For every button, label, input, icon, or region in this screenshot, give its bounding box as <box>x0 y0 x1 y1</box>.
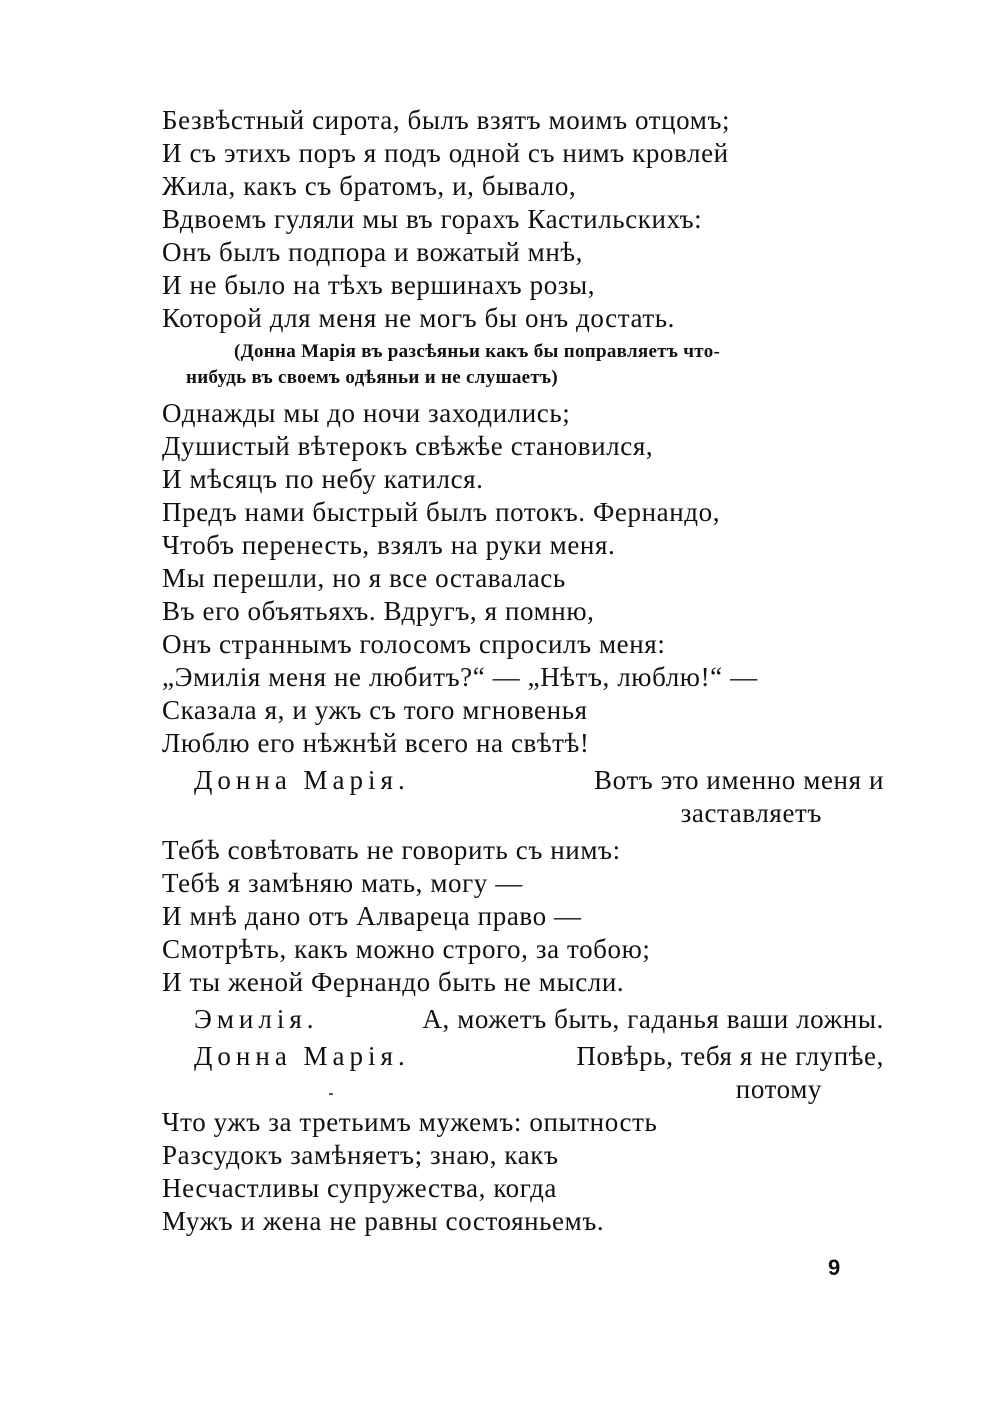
speaker-name: Эмилія. <box>194 1004 319 1034</box>
speech-continuation: заставляетъ <box>680 798 822 828</box>
speaker-name: Донна Марія. <box>194 1041 410 1071</box>
verse-line: Жила, какъ съ братомъ, и, бывало, <box>162 171 577 201</box>
verse-line: И мнѣ дано отъ Алвареца право — <box>162 901 582 931</box>
verse-line: И мѣсяцъ по небу катился. <box>162 464 484 494</box>
verse-line: Чтобъ перенесть, взялъ на руки меня. <box>162 530 616 560</box>
verse-block-4 <box>162 1106 892 1238</box>
verse-line: Разсудокъ замѣняетъ; знаю, какъ <box>162 1140 559 1170</box>
verse-block-1 <box>162 104 892 335</box>
speech-text: Вотъ это именно меня и <box>594 765 884 795</box>
verse-line: Смотрѣть, какъ можно строго, за тобою; <box>162 934 651 964</box>
stage-direction <box>162 339 892 391</box>
verse-line: Онъ страннымъ голосомъ спросилъ меня: <box>162 629 666 659</box>
speech-donna-maria-1 <box>162 764 892 830</box>
verse-line: Сказала я, и ужъ съ того мгновенья <box>162 695 588 725</box>
play-text <box>162 104 892 1238</box>
speech-donna-maria-2 <box>162 1040 892 1106</box>
verse-line: Тебѣ я замѣняю мать, могу — <box>162 868 523 898</box>
verse-block-2 <box>162 397 892 760</box>
verse-line: Несчастливы супружества, когда <box>162 1173 558 1203</box>
verse-line: Вдвоемъ гуляли мы въ горахъ Кастильскихъ: <box>162 204 703 234</box>
verse-line: Которой для меня не могъ бы онъ достать. <box>162 303 676 333</box>
verse-line: „Эмилія меня не любитъ?“ — „Нѣтъ, люблю!“ — <box>162 662 758 692</box>
speech-line <box>162 1003 884 1036</box>
speech-text: Повѣрь, тебя я не глупѣе, <box>576 1041 884 1071</box>
stage-direction-line: (Донна Марія въ разсѣяньи какъ бы поправляетъ что- <box>234 341 721 362</box>
speech-emilia <box>162 1003 892 1036</box>
verse-line: Мы перешли, но я все оставалась <box>162 563 566 593</box>
verse-line: Безвѣстный сирота, былъ взятъ моимъ отцомъ; <box>162 105 731 135</box>
speech-text: А, можетъ быть, гаданья ваши ложны. <box>422 1004 884 1034</box>
stage-direction-line: нибудь въ своемъ одѣяньи и не слушаетъ) <box>186 367 559 388</box>
verse-line: И съ этихъ поръ я подъ одной съ нимъ кровлей <box>162 138 729 168</box>
verse-line: Предъ нами быстрый былъ потокъ. Фернандо, <box>162 497 721 527</box>
speech-line <box>162 1040 884 1073</box>
print-speck <box>329 1093 333 1095</box>
speaker-name: Донна Марія. <box>194 765 410 795</box>
verse-line: Мужъ и жена не равны состояньемъ. <box>162 1206 605 1236</box>
verse-line: Тебѣ совѣтовать не говорить съ нимъ: <box>162 835 621 865</box>
verse-line: Что ужъ за третьимъ мужемъ: опытность <box>162 1107 658 1137</box>
verse-line: Душистый вѣтерокъ свѣжѣе становился, <box>162 431 654 461</box>
verse-line: Въ его объятьяхъ. Вдругъ, я помню, <box>162 596 595 626</box>
verse-block-3 <box>162 834 892 999</box>
speech-continuation: потому <box>735 1074 822 1104</box>
verse-line: И не было на тѣхъ вершинахъ розы, <box>162 270 596 300</box>
verse-line: Онъ былъ подпора и вожатый мнѣ, <box>162 237 584 267</box>
verse-line: Однажды мы до ночи заходились; <box>162 398 571 428</box>
verse-line: И ты женой Фернандо быть не мысли. <box>162 967 625 997</box>
speech-line <box>162 764 884 797</box>
verse-line: Люблю его нѣжнѣй всего на свѣтѣ! <box>162 728 590 758</box>
page-number: 9 <box>828 1255 841 1280</box>
